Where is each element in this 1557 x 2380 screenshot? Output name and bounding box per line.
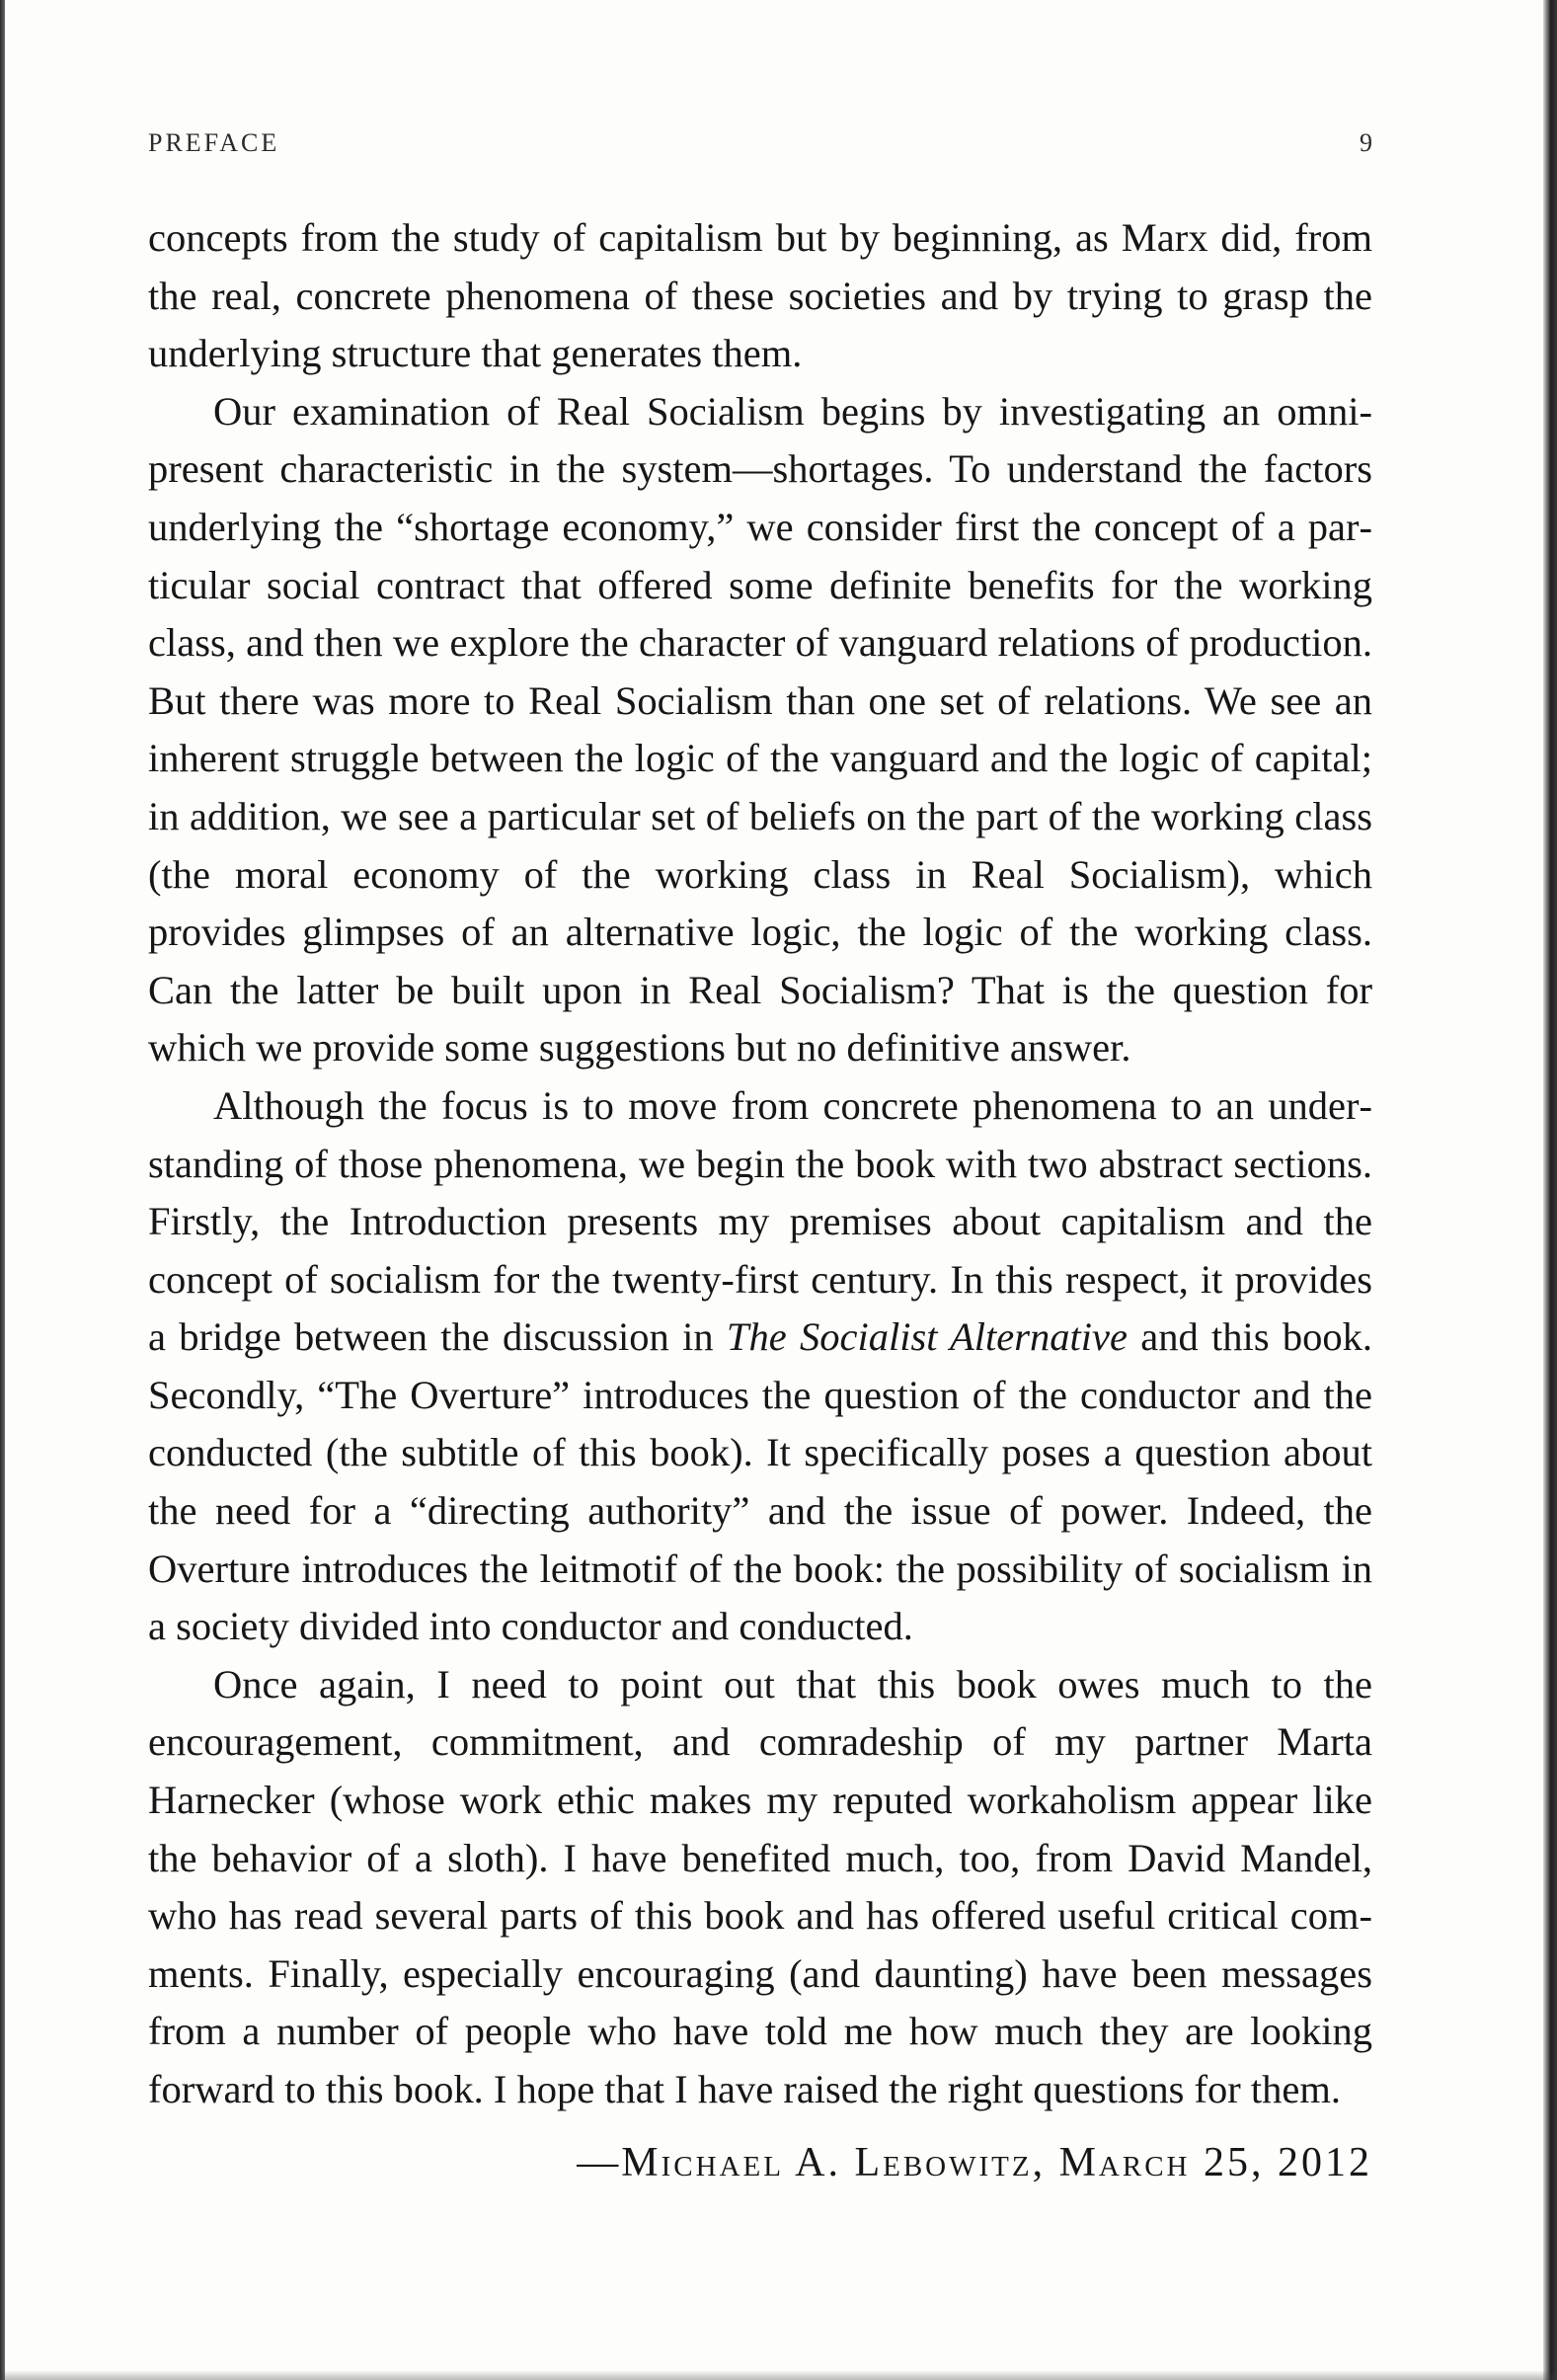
page-right-edge (1543, 0, 1557, 2380)
page-number: 9 (1360, 128, 1372, 157)
paragraph-book-structure (148, 1077, 1372, 1656)
running-head: PREFACE (148, 128, 280, 157)
page-bottom-shadow (0, 2370, 1557, 2380)
page-header (148, 128, 1372, 168)
author-signature: —Michael A. Lebowitz, March 25, 2012 (577, 2140, 1372, 2185)
paragraph-real-socialism: Our examination of Real Socialism begins by investigating an omnipresent characteristic in the system—shortages. To understand the factors underlying the “shortage economy,” we consider first the concept of a particular social contract that offered some definite benefits for the working class, and then we explore the character of vanguard relations of production. But there was more to Real Socialism than one set of relations. We see an inherent struggle between the logic of the vanguard and the logic of capital; in addition, we see a particular set of beliefs on the part of the working class (the moral economy of the working class in Real Socialism), which provides glimpses of an alternative logic, the logic of the working class. Can the latter be built upon in Real Socialism? That is the question for which we provide some suggestions but no definitive answer. (148, 388, 1372, 1071)
paragraph-text: Although the focus is to move from concrete phenomena to an understanding of those phenomena, we begin the book with two abstract sections. Firstly, the Introduction presents my premises about capitalism and the concept of socialism for the twenty-first century. In this respect, it provides a bridge between the discussion in (148, 1082, 1372, 1360)
page-left-shadow (0, 0, 5, 2380)
paragraph-continued: concepts from the study of capitalism but by beginning, as Marx did, from the real, concrete phenomena of these societies and by trying to grasp the underlying structure that generates them. (148, 215, 1372, 376)
body-text (148, 209, 1372, 2119)
paragraph-acknowledgements: Once again, I need to point out that this book owes much to the encouragement, commitment, and comradeship of my partner Marta Harnecker (whose work ethic makes my reputed workaholism appear like the behavior of a sloth). I have benefited much, too, from David Mandel, who has read several parts of this book and has offered useful critical comments. Finally, especially encouraging (and daunting) have been messages from a number of people who have told me how much they are looking forward to this book. I hope that I have raised the right questions for them. (148, 1661, 1372, 2111)
paragraph-text: and this book. Secondly, “The Overture” introduces the question of the conductor and the conducted (the subtitle of this book). It specifically poses a question about the need for a “directing authority” and the issue of power. Indeed, the Overture introduces the leitmotif of the book: the possibility of socialism in a society divided into conductor and conducted. (148, 1314, 1372, 1649)
book-title-italic: The Socialist Alternative (726, 1314, 1128, 1360)
